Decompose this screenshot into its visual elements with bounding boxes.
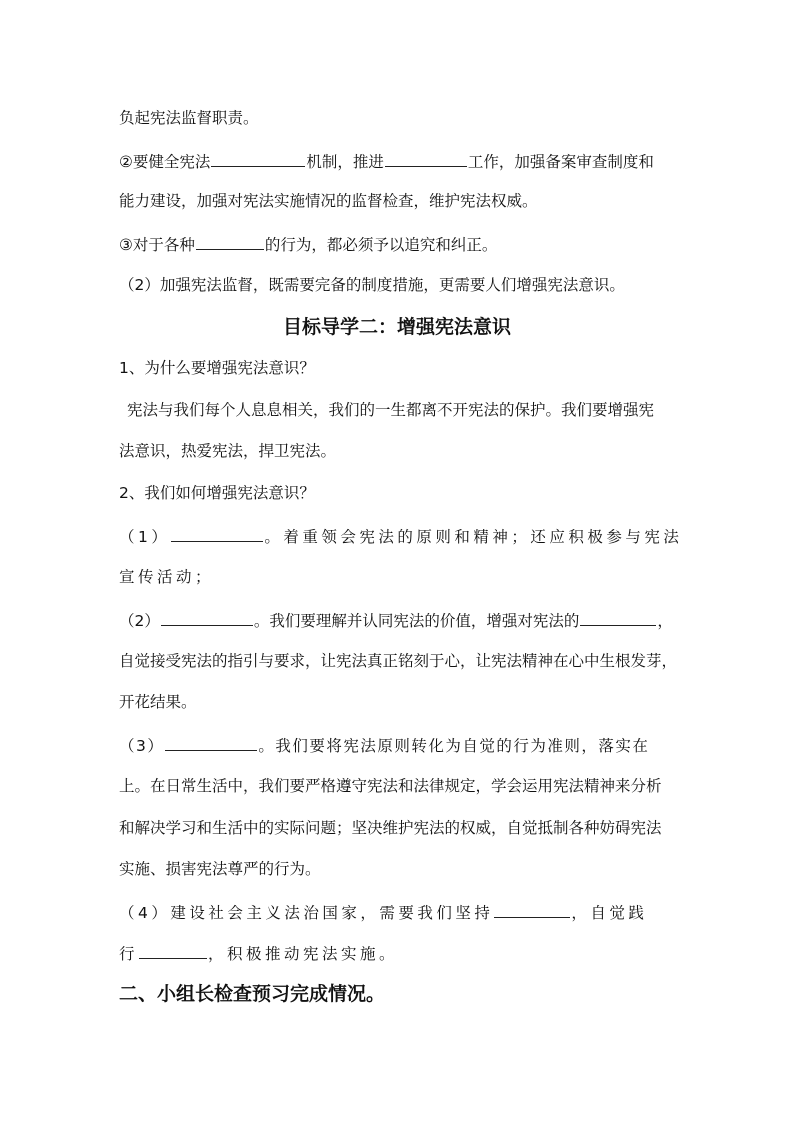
- text-line: （2） 。我们要理解并认同宪法的价值，增强对宪法的 ，: [119, 609, 673, 631]
- fill-blank[interactable]: [139, 942, 207, 959]
- text-line: 行 ，积极推动宪法实施。: [119, 942, 398, 964]
- text-line: （4）建设社会主义法治国家，需要我们坚持 ，自觉践: [119, 901, 647, 923]
- text-line: （1） 。着重领会宪法的原则和精神；还应积极参与宪法: [119, 525, 682, 547]
- fill-blank[interactable]: [165, 734, 257, 751]
- text-line: 宪法与我们每个人息息相关，我们的一生都离不开宪法的保护。我们要增强宪: [127, 401, 655, 419]
- text-line: 上。在日常生活中，我们要严格遵守宪法和法律规定，学会运用宪法精神来分析: [119, 777, 662, 795]
- text-line: 能力建设，加强对宪法实施情况的监督检查，维护宪法权威。: [119, 192, 538, 210]
- fill-blank[interactable]: [494, 901, 570, 918]
- fill-blank[interactable]: [171, 525, 263, 542]
- text-line: ②要健全宪法 机制，推进 工作，加强备案审查制度和: [119, 150, 654, 172]
- section-title: 目标导学二：增强宪法意识: [282, 316, 511, 338]
- fill-blank[interactable]: [196, 233, 264, 250]
- section-heading: 二、小组长检查预习完成情况。: [119, 983, 386, 1005]
- fill-blank[interactable]: [385, 150, 467, 167]
- text-line: ③对于各种 的行为，都必须予以追究和纠正。: [119, 233, 497, 255]
- question: 2、我们如何增强宪法意识？: [119, 484, 315, 502]
- fill-blank[interactable]: [580, 609, 656, 626]
- fill-blank[interactable]: [211, 150, 305, 167]
- text-line: 开花结果。: [119, 693, 197, 711]
- text-line: 实施、损害宪法尊严的行为。: [119, 860, 321, 878]
- text-line: 和解决学习和生活中的实际问题；坚决维护宪法的权威，自觉抵制各种妨碍宪法: [119, 819, 662, 837]
- text-line: （3） 。我们要将宪法原则转化为自觉的行为准则，落实在: [119, 734, 649, 756]
- text-line: （2）加强宪法监督，既需要完备的制度措施，更需要人们增强宪法意识。: [119, 276, 625, 294]
- text-line: 自觉接受宪法的指引与要求，让宪法真正铭刻于心，让宪法精神在心中生根发芽，: [119, 652, 678, 670]
- text-line: 宣传活动；: [119, 568, 215, 586]
- question: 1、为什么要增强宪法意识？: [119, 359, 315, 377]
- text-line: 负起宪法监督职责。: [119, 109, 259, 127]
- fill-blank[interactable]: [161, 609, 253, 626]
- text-line: 法意识，热爱宪法，捍卫宪法。: [119, 442, 337, 460]
